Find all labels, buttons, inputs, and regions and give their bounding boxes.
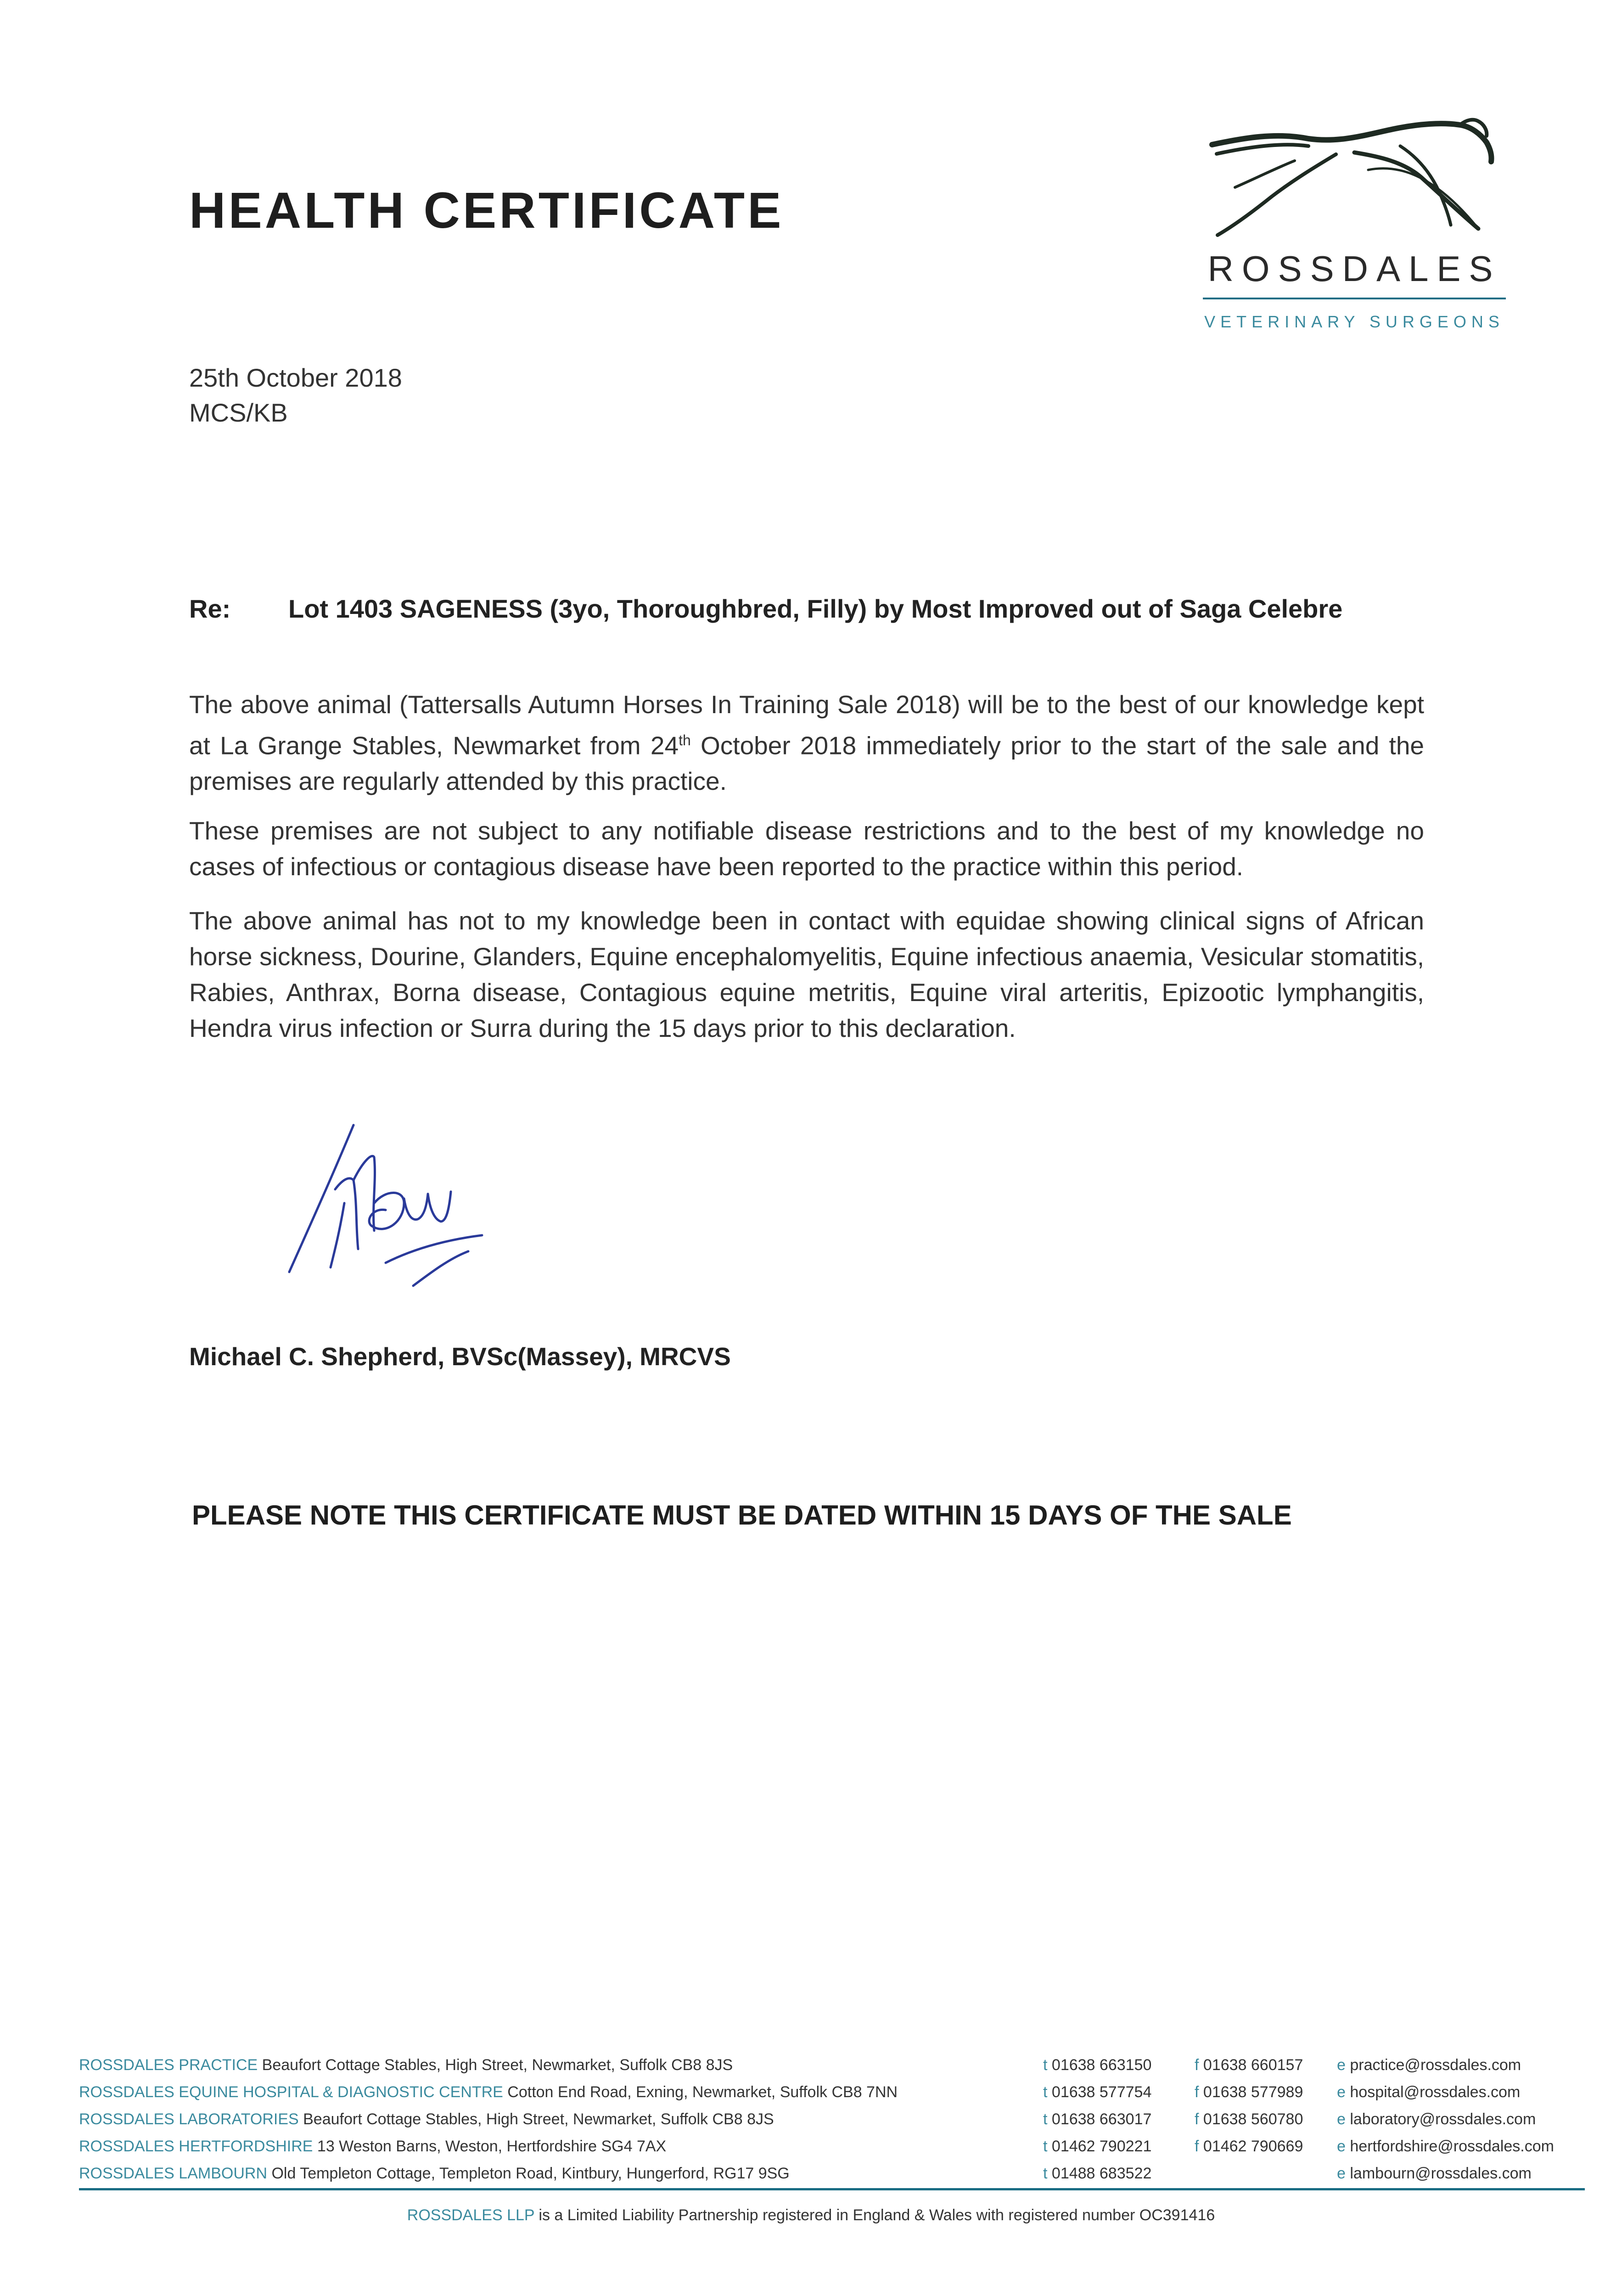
footer-address-line [79,2056,733,2074]
footer-fax [1195,2083,1303,2101]
email-prefix: e [1337,2056,1346,2074]
paragraph-premises-part2: October 2018 immediately prior to the start of the sale and the premises are regularly attended by this practice. [189,731,1424,796]
tel-prefix: t [1043,2110,1048,2128]
telephone-number: 01462 790221 [1051,2138,1152,2155]
email-prefix: e [1337,2083,1346,2101]
email-prefix: e [1337,2165,1346,2182]
footer-branch-name: ROSSDALES EQUINE HOSPITAL & DIAGNOSTIC CENTRE [79,2083,503,2101]
footer-fax [1195,2110,1303,2128]
telephone-number: 01638 663017 [1051,2110,1152,2128]
fax-number: 01462 790669 [1203,2138,1303,2155]
footer-branch-name: ROSSDALES LAMBOURN [79,2165,267,2182]
footer-telephone [1043,2083,1151,2101]
paragraph-premises-part1: The above animal (Tattersalls Autumn Horses In Training Sale 2018) will be to the best of our knowledge kept at La Grange Stables, Newmarket from 24 [189,690,1424,760]
fax-number: 01638 577989 [1203,2083,1303,2101]
paragraph-premises [189,687,1424,799]
date-ordinal-suffix: th [679,732,691,748]
tel-prefix: t [1043,2138,1048,2155]
paragraph-disease-contact: The above animal has not to my knowledge been in contact with equidae showing clinical signs of African horse sickness, Dourine, Glanders, Equine encephalomyelitis, Equine infectious anaemia, Vesicular stomatitis, Rabies, Anthrax, Borna disease, Contagious equine metritis, Equine viral arteritis, Epizootic lymphangitis, Hendra virus infection or Surra during the 15 days prior to this declaration. [189,906,1424,1042]
letter-date: 25th October 2018 [189,363,402,392]
email-prefix: e [1337,2138,1346,2155]
footer-address: Beaufort Cottage Stables, High Street, Newmarket, Suffolk CB8 8JS [258,2056,733,2074]
fax-number: 01638 660157 [1203,2056,1303,2074]
email-address: hospital@rossdales.com [1350,2083,1521,2101]
fax-prefix: f [1195,2083,1199,2101]
footer-address: Old Templeton Cottage, Templeton Road, Kintbury, Hungerford, RG17 9SG [267,2165,790,2182]
llp-text: is a Limited Liability Partnership registered in England & Wales with registered number OC391416 [534,2206,1215,2224]
fax-prefix: f [1195,2138,1199,2155]
footer-telephone [1043,2165,1151,2183]
footer-row [79,2056,1576,2084]
fax-prefix: f [1195,2110,1199,2128]
document-title: HEALTH CERTIFICATE [189,182,784,239]
footer-address: Beaufort Cottage Stables, High Street, Newmarket, Suffolk CB8 8JS [298,2110,774,2128]
logo-subtitle: VETERINARY SURGEONS [1204,312,1504,331]
footer-address: 13 Weston Barns, Weston, Hertfordshire SG4 7AX [313,2138,667,2155]
footer-branch-name: ROSSDALES PRACTICE [79,2056,258,2074]
email-address: lambourn@rossdales.com [1350,2165,1532,2182]
footer-address-line [79,2138,666,2155]
email-address: practice@rossdales.com [1350,2056,1521,2074]
footer-email [1337,2083,1520,2101]
footer-branch-name: ROSSDALES LABORATORIES [79,2110,299,2128]
subject-label: Re: [189,594,231,623]
footer-telephone [1043,2056,1151,2074]
subject-line: Lot 1403 SAGENESS (3yo, Thoroughbred, Filly) by Most Improved out of Saga Celebre [288,594,1343,623]
logo-divider [1203,298,1506,299]
footer-address-line [79,2083,898,2101]
certificate-note: PLEASE NOTE THIS CERTIFICATE MUST BE DATED WITHIN 15 DAYS OF THE SALE [192,1500,1292,1531]
fax-prefix: f [1195,2056,1199,2074]
footer-telephone [1043,2138,1151,2155]
footer-fax [1195,2138,1303,2155]
footer-address: Cotton End Road, Exning, Newmarket, Suffolk CB8 7NN [503,2083,898,2101]
fax-number: 01638 560780 [1203,2110,1303,2128]
email-address: hertfordshire@rossdales.com [1350,2138,1554,2155]
telephone-number: 01638 663150 [1051,2056,1152,2074]
footer-fax [1195,2056,1303,2074]
signature [280,1111,496,1295]
footer-email [1337,2056,1521,2074]
telephone-number: 01638 577754 [1051,2083,1152,2101]
logo-wordmark: ROSSDALES [1207,248,1501,289]
footer-telephone [1043,2110,1151,2128]
footer-row [79,2083,1576,2111]
footer-divider [79,2188,1585,2190]
letter-reference: MCS/KB [189,398,288,427]
footer-address-line [79,2110,774,2128]
footer-address-line [79,2165,790,2183]
telephone-number: 01488 683522 [1051,2165,1152,2182]
email-prefix: e [1337,2110,1346,2128]
tel-prefix: t [1043,2165,1048,2182]
footer-row [79,2138,1576,2165]
footer-branch-name: ROSSDALES HERTFORDSHIRE [79,2138,313,2155]
footer-email [1337,2138,1554,2155]
tel-prefix: t [1043,2056,1048,2074]
tel-prefix: t [1043,2083,1048,2101]
llp-name: ROSSDALES LLP [407,2206,534,2224]
footer-legal-notice [0,2206,1622,2224]
email-address: laboratory@rossdales.com [1350,2110,1536,2128]
footer-email [1337,2165,1532,2183]
footer-email [1337,2110,1536,2128]
horse-logo-icon [1203,110,1501,248]
paragraph-restrictions: These premises are not subject to any notifiable disease restrictions and to the best of my knowledge no cases of infectious or contagious disease have been reported to the practice within this period. [189,816,1424,881]
signatory-name: Michael C. Shepherd, BVSc(Massey), MRCVS [189,1342,731,1371]
footer-row [79,2110,1576,2138]
